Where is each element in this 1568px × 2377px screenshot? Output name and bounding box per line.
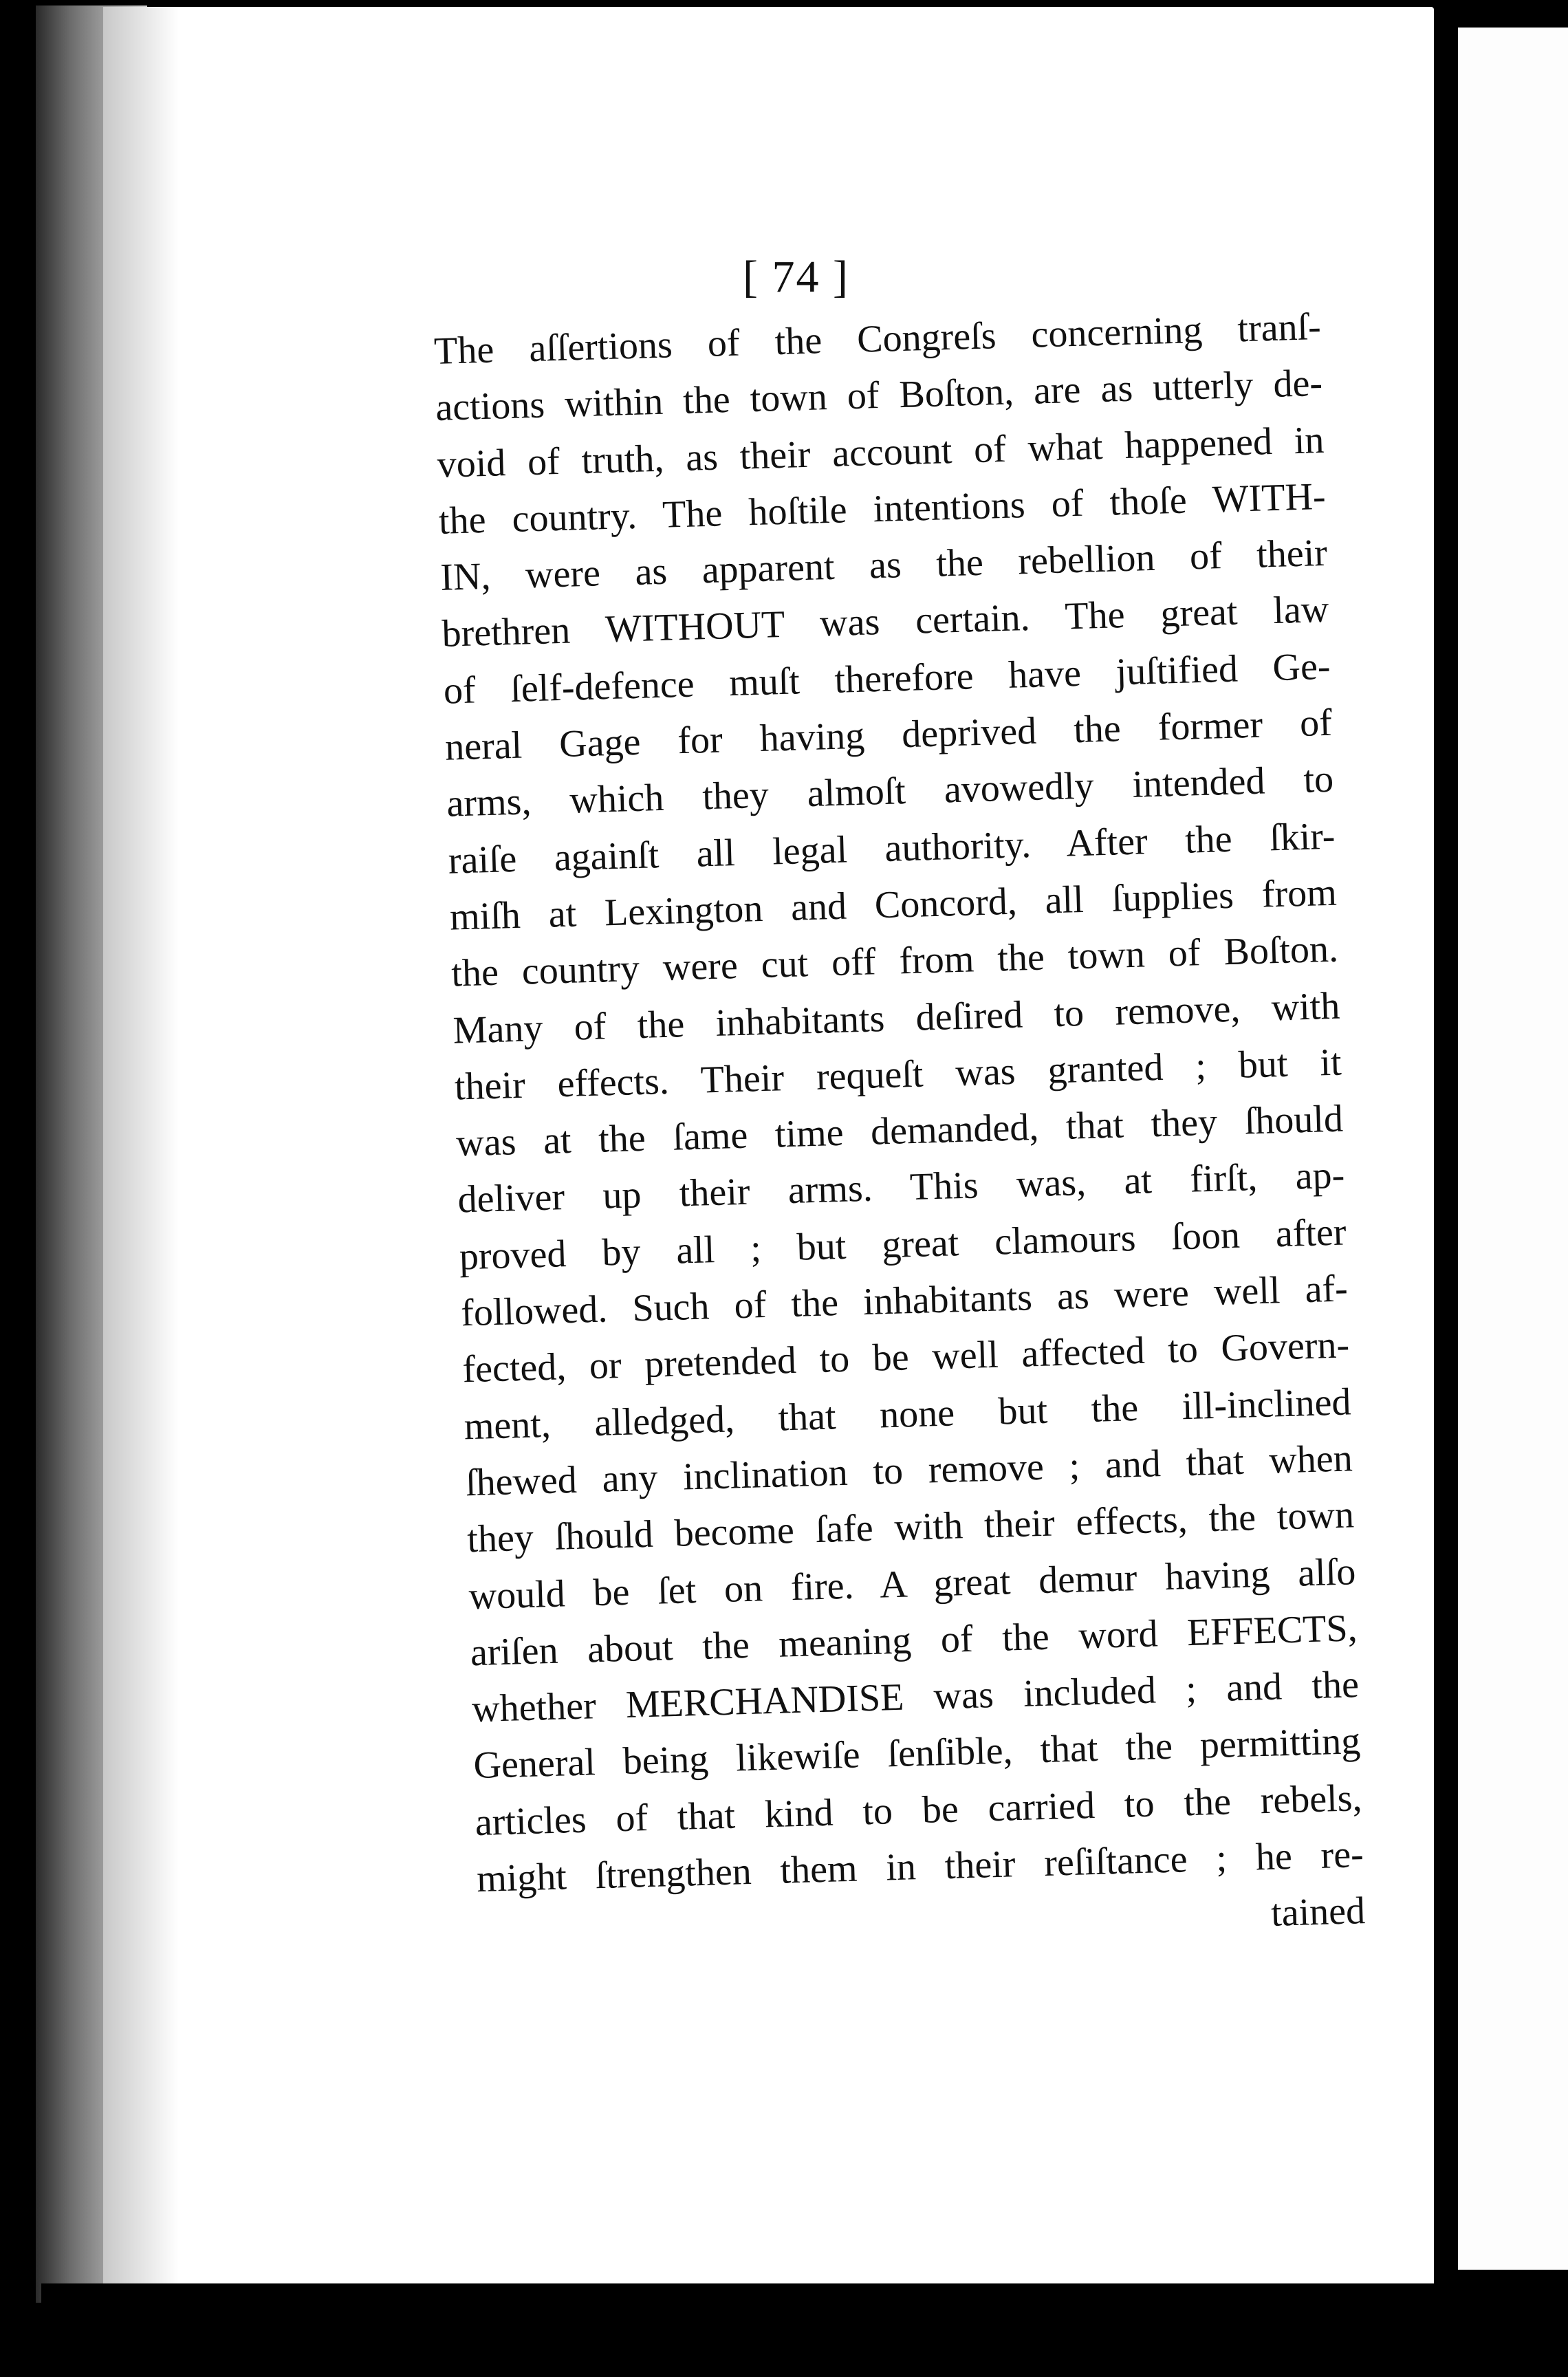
text-line: might ſtrengthen them in their reſiſtance ; he re- xyxy=(476,1833,1364,1901)
text-line: brethren WITHOUT was certain. The great law xyxy=(441,588,1329,656)
text-line: the country. The hoſtile intentions of thoſe WITH- xyxy=(438,475,1327,543)
text-line: Many of the inhabitants deſired to remove, with xyxy=(452,984,1341,1052)
text-line: raiſe againſt all legal authority. After the ſkir- xyxy=(447,814,1336,882)
text-line: The aſſertions of the Congreſs concerning tranſ- xyxy=(433,305,1322,373)
text-line: would be ſet on fire. A great demur having alſo xyxy=(468,1550,1357,1618)
page-shadow xyxy=(103,7,179,2290)
text-line: fected, or pretended to be well affected to Govern- xyxy=(461,1323,1350,1391)
text-line: miſh at Lexington and Concord, all ſupplies from xyxy=(449,871,1338,939)
text-line: followed. Such of the inhabitants as were well af- xyxy=(460,1267,1349,1335)
text-line: their effects. Their requeſt was granted ; but it xyxy=(454,1041,1342,1109)
text-line: proved by all ; but great clamours ſoon after xyxy=(459,1211,1347,1279)
bottom-shadow xyxy=(41,2283,1444,2377)
text-line: was at the ſame time demanded, that they ſhould xyxy=(455,1097,1344,1165)
text-line: deliver up their arms. This was, at firſt, ap- xyxy=(457,1153,1345,1222)
catchword: tained xyxy=(1270,1889,1366,1935)
text-line: neral Gage for having deprived the former of xyxy=(444,701,1333,769)
text-line: void of truth, as their account of what happened in xyxy=(436,418,1325,486)
page-gutter xyxy=(1437,0,1458,2377)
text-line: ment, alledged, that none but the ill-inclined xyxy=(463,1380,1352,1448)
text-line: the country were cut off from the town of Boſton. xyxy=(450,927,1339,995)
text-line: articles of that kind to be carried to the rebels, xyxy=(475,1776,1363,1844)
page-number: [ 74 ] xyxy=(743,252,849,302)
text-line: arms, which they almoſt avowedly intended to xyxy=(446,758,1334,826)
text-line: ariſen about the meaning of the word EFFECTS, xyxy=(470,1607,1358,1675)
text-line: ſhewed any inclination to remove ; and that when xyxy=(465,1437,1353,1505)
text-line: IN, were as apparent as the rebellion of their xyxy=(439,532,1328,600)
text-line: General being likewiſe ſenſible, that the permitting xyxy=(472,1719,1361,1788)
adjacent-page-edge xyxy=(1458,28,1568,2270)
text-line: they ſhould become ſafe with their effects, the town xyxy=(466,1493,1355,1561)
text-line: actions within the town of Boſton, are as utterly de- xyxy=(435,362,1323,430)
text-line: whether MERCHANDISE was included ; and the xyxy=(471,1663,1360,1731)
text-line: of ſelf-defence muſt therefore have juſtified Ge- xyxy=(443,644,1331,713)
body-text xyxy=(433,299,1366,1964)
